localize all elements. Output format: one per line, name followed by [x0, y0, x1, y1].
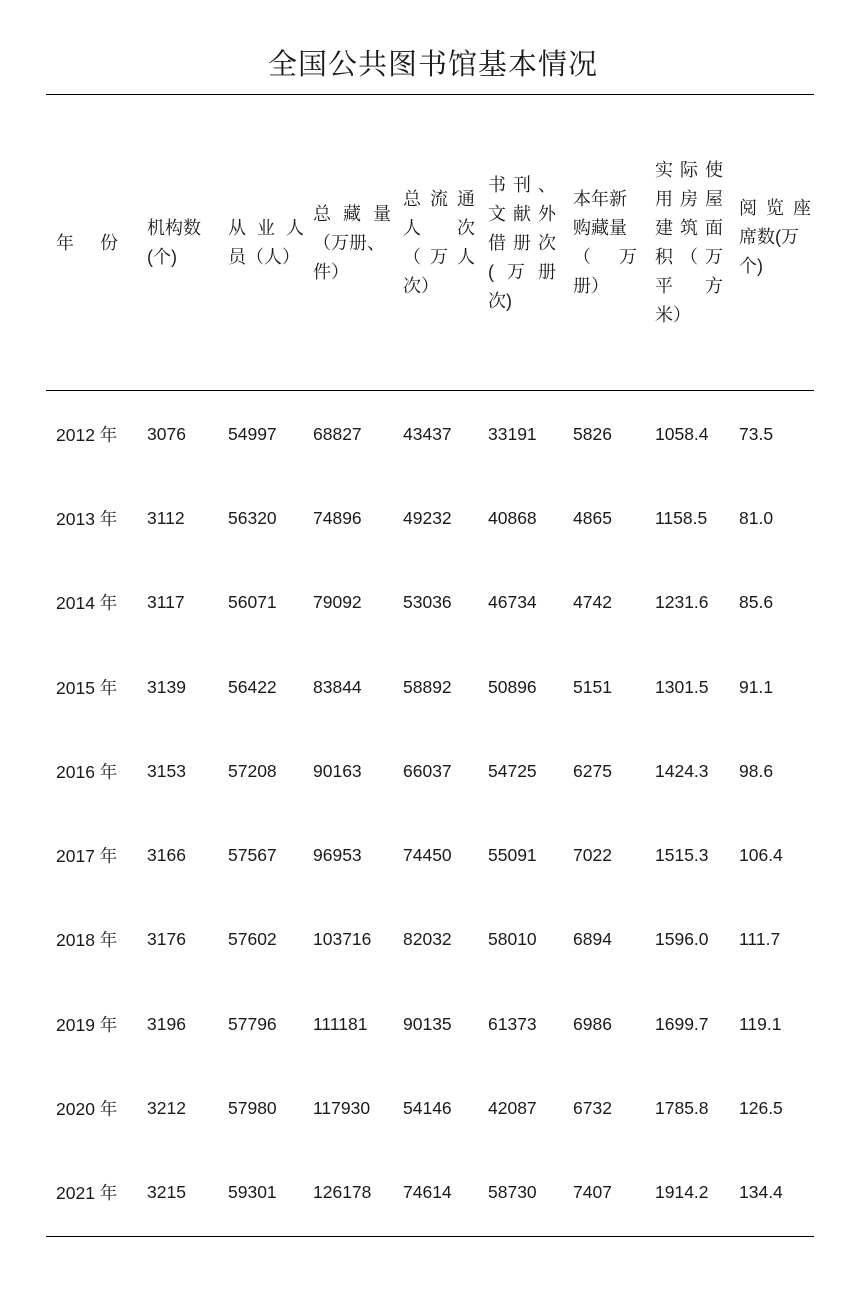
column-header-text: 本年新 [573, 189, 627, 209]
column-header-line [313, 200, 391, 229]
table-cell: 57980 [228, 1098, 277, 1119]
table-cell: 3112 [147, 507, 185, 528]
table-cell: 74450 [403, 845, 452, 866]
column-header-text: 书 [488, 174, 506, 195]
table-cell: 91.1 [739, 676, 774, 697]
table-cell: 6275 [573, 760, 612, 781]
column-header-text: 筑 [680, 218, 698, 238]
column-header [739, 90, 811, 384]
year-cell: 2015 年 [56, 677, 118, 698]
column-header-text: 、 [538, 174, 556, 195]
column-header-text: 件） [313, 261, 349, 282]
column-header-line [573, 214, 637, 243]
table-cell: 6986 [573, 1013, 612, 1034]
column-header-line [403, 272, 475, 301]
table-cell: 96953 [313, 845, 362, 866]
column-header [56, 96, 140, 390]
table-row [46, 392, 814, 476]
table-cell: 66037 [403, 760, 452, 781]
column-header-text: 总 [313, 203, 331, 224]
table-cell: 7022 [573, 845, 612, 866]
column-header-text: 座 [793, 197, 811, 218]
table-cell: 54725 [488, 760, 537, 781]
table-cell: 126178 [313, 1182, 372, 1203]
table-row [46, 1066, 814, 1150]
table-cell: 3139 [147, 676, 186, 697]
table-row [46, 898, 814, 982]
table-cell: 81.0 [739, 507, 774, 528]
table-cell: 56071 [228, 592, 277, 613]
table-cell: 119.1 [739, 1013, 782, 1034]
column-header-text: 通 [457, 189, 475, 209]
column-header-line [403, 243, 475, 272]
table-cell: 103716 [313, 929, 372, 950]
table-cell: 1785.8 [655, 1098, 709, 1119]
table-cell: 68827 [313, 423, 362, 444]
table-cell: 3166 [147, 845, 186, 866]
column-header-text: 总 [403, 189, 421, 209]
column-header-text: 次 [457, 218, 475, 238]
table-cell: 58892 [403, 676, 452, 697]
table-cell: 111.7 [739, 929, 781, 950]
column-header-text: 万 [430, 247, 448, 267]
column-header [403, 96, 475, 390]
column-header-text: 借 [488, 232, 506, 253]
column-header-text: 从 [228, 218, 246, 238]
year-cell: 2017 年 [56, 846, 118, 867]
column-header-line [655, 214, 723, 243]
table-cell: 53036 [403, 592, 452, 613]
column-header-text: 次 [538, 232, 556, 253]
table-cell: 4742 [573, 592, 612, 613]
column-header-line [313, 229, 391, 258]
column-header [313, 96, 391, 390]
table-row [46, 1151, 814, 1235]
table-cell: 3196 [147, 1013, 186, 1034]
table-cell: 1596.0 [655, 929, 709, 950]
column-header-text: 次） [403, 276, 439, 296]
table-cell: 1914.2 [655, 1182, 709, 1203]
column-header-text: 文 [488, 203, 506, 224]
column-header-text: 万 [619, 247, 637, 267]
column-header-line [488, 171, 556, 200]
column-header-text: 平 [655, 276, 673, 296]
column-header-text: (个) [147, 247, 177, 267]
table-cell: 54146 [403, 1098, 452, 1119]
column-header-text: （万册、 [313, 232, 385, 253]
table-cell: 3117 [147, 592, 185, 613]
table-cell: 126.5 [739, 1098, 783, 1119]
column-header-line [573, 185, 637, 214]
column-header-text: 建 [655, 218, 673, 238]
column-header-line [655, 156, 723, 185]
column-header-line [739, 252, 811, 281]
column-header-text: 面 [705, 218, 723, 238]
table-cell: 1424.3 [655, 760, 709, 781]
year-cell: 2012 年 [56, 424, 118, 445]
column-header-text: 席数(万 [739, 226, 799, 247]
column-header-text: 册 [538, 261, 556, 282]
column-header-text: 房 [680, 189, 698, 209]
column-header-text: ( [488, 261, 494, 282]
table-row [46, 476, 814, 560]
table-top-rule [46, 94, 814, 95]
table-cell: 3076 [147, 423, 186, 444]
table-row [46, 982, 814, 1066]
column-header-text: 方 [705, 276, 723, 296]
year-cell: 2014 年 [56, 593, 118, 614]
table-cell: 40868 [488, 507, 537, 528]
column-header-text: 人 [286, 218, 304, 238]
table-header [46, 96, 814, 390]
column-header-line [228, 214, 304, 243]
column-header-line [147, 243, 217, 272]
column-header-text: 业 [257, 218, 275, 238]
table-cell: 73.5 [739, 423, 774, 444]
table-row [46, 561, 814, 645]
column-header-text: 册 [513, 232, 531, 253]
table-cell: 134.4 [739, 1182, 783, 1203]
table-cell: 5826 [573, 423, 612, 444]
table-header-rule [46, 390, 814, 391]
table-cell: 58730 [488, 1182, 537, 1203]
year-cell: 2021 年 [56, 1183, 118, 1204]
table-cell: 111181 [313, 1013, 368, 1034]
column-header-text: 量 [373, 203, 391, 224]
column-header-line [488, 258, 556, 287]
column-header-line [739, 194, 811, 223]
table-bottom-rule [46, 1236, 814, 1237]
year-cell: 2013 年 [56, 508, 118, 529]
year-cell: 2018 年 [56, 930, 118, 951]
column-header-text: 万 [507, 261, 525, 282]
column-header-text: 际 [680, 160, 698, 180]
table-cell: 46734 [488, 592, 537, 613]
column-header-text: 积 [655, 247, 673, 267]
column-header [573, 96, 637, 390]
table-cell: 3153 [147, 760, 186, 781]
table-cell: 59301 [228, 1182, 277, 1203]
column-header-line [403, 185, 475, 214]
column-header-line [655, 272, 723, 301]
column-header [488, 96, 556, 390]
table-cell: 7407 [573, 1182, 612, 1203]
column-header-text: （ [403, 247, 421, 267]
table-cell: 43437 [403, 423, 452, 444]
table-cell: 3176 [147, 929, 186, 950]
table-cell: 82032 [403, 929, 452, 950]
year-cell: 2016 年 [56, 761, 118, 782]
column-header-line [56, 229, 118, 258]
column-header [228, 96, 304, 390]
column-header [147, 96, 217, 390]
table-cell: 49232 [403, 507, 452, 528]
year-cell: 2020 年 [56, 1099, 118, 1120]
column-header-text: 使 [705, 160, 723, 180]
column-header-text: 机构数 [147, 218, 201, 238]
table-cell: 56320 [228, 507, 277, 528]
table-cell: 57796 [228, 1013, 277, 1034]
column-header-text: 员（人） [228, 247, 300, 267]
table-cell: 1231.6 [655, 592, 709, 613]
table-body [46, 392, 814, 1235]
column-header-text: 万 [705, 247, 723, 267]
column-header-text: 人 [403, 218, 421, 238]
table-row [46, 813, 814, 897]
table-cell: 61373 [488, 1013, 537, 1034]
column-header-line [573, 243, 637, 272]
table-cell: 57567 [228, 845, 277, 866]
table-cell: 50896 [488, 676, 537, 697]
column-header-text: 屋 [705, 189, 723, 209]
column-header-line [655, 243, 723, 272]
column-header-line [573, 272, 637, 301]
table-cell: 85.6 [739, 592, 774, 613]
column-header-text: 流 [430, 189, 448, 209]
table-cell: 58010 [488, 929, 537, 950]
column-header-text: 册） [573, 276, 609, 296]
table-row [46, 645, 814, 729]
column-header-text: 献 [513, 203, 531, 224]
column-header [655, 96, 723, 390]
column-header-text: 阅 [739, 197, 757, 218]
table-cell: 55091 [488, 845, 537, 866]
table-cell: 33191 [488, 423, 537, 444]
column-header-line [488, 200, 556, 229]
table-cell: 106.4 [739, 845, 783, 866]
column-header-line [403, 214, 475, 243]
table-cell: 1699.7 [655, 1013, 709, 1034]
table-cell: 57602 [228, 929, 277, 950]
table-cell: 42087 [488, 1098, 537, 1119]
column-header-text: 购藏量 [573, 218, 627, 238]
table-cell: 1301.5 [655, 676, 709, 697]
column-header-text: （ [680, 247, 698, 267]
column-header-text: 份 [100, 232, 118, 253]
table-cell: 1058.4 [655, 423, 709, 444]
column-header-text: （ [573, 247, 591, 267]
table-row [46, 729, 814, 813]
table-cell: 90135 [403, 1013, 452, 1034]
column-header-text: 米） [655, 305, 691, 325]
column-header-line [739, 223, 811, 252]
table-cell: 5151 [573, 676, 612, 697]
document-title: 全国公共图书馆基本情况 [267, 47, 598, 81]
column-header-text: 用 [655, 189, 673, 209]
table-cell: 56422 [228, 676, 277, 697]
table-cell: 54997 [228, 423, 277, 444]
table-cell: 3215 [147, 1182, 186, 1203]
column-header-text: 外 [538, 203, 556, 224]
column-header-text: 览 [766, 197, 784, 218]
table-cell: 79092 [313, 592, 362, 613]
column-header-line [228, 243, 304, 272]
column-header-line [488, 287, 556, 316]
table-cell: 83844 [313, 676, 362, 697]
table-cell: 1515.3 [655, 845, 709, 866]
table-cell: 1158.5 [655, 507, 708, 528]
column-header-text: 刊 [513, 174, 531, 195]
table-cell: 4865 [573, 507, 612, 528]
table-cell: 117930 [313, 1098, 371, 1119]
column-header-text: 藏 [343, 203, 361, 224]
column-header-line [655, 185, 723, 214]
column-header-text: 人 [457, 247, 475, 267]
table-cell: 3212 [147, 1098, 186, 1119]
column-header-line [313, 258, 391, 287]
column-header-text: 个) [739, 255, 763, 276]
column-header-text: 年 [56, 232, 74, 253]
table-cell: 74614 [403, 1182, 452, 1203]
year-cell: 2019 年 [56, 1014, 118, 1035]
table-cell: 6732 [573, 1098, 612, 1119]
table-cell: 6894 [573, 929, 612, 950]
table-cell: 57208 [228, 760, 277, 781]
column-header-line [488, 229, 556, 258]
column-header-line [655, 301, 723, 330]
table-cell: 98.6 [739, 760, 774, 781]
table-cell: 90163 [313, 760, 362, 781]
column-header-text: 次) [488, 290, 512, 311]
table-cell: 74896 [313, 507, 362, 528]
column-header-text: 实 [655, 160, 673, 180]
column-header-line [147, 214, 217, 243]
